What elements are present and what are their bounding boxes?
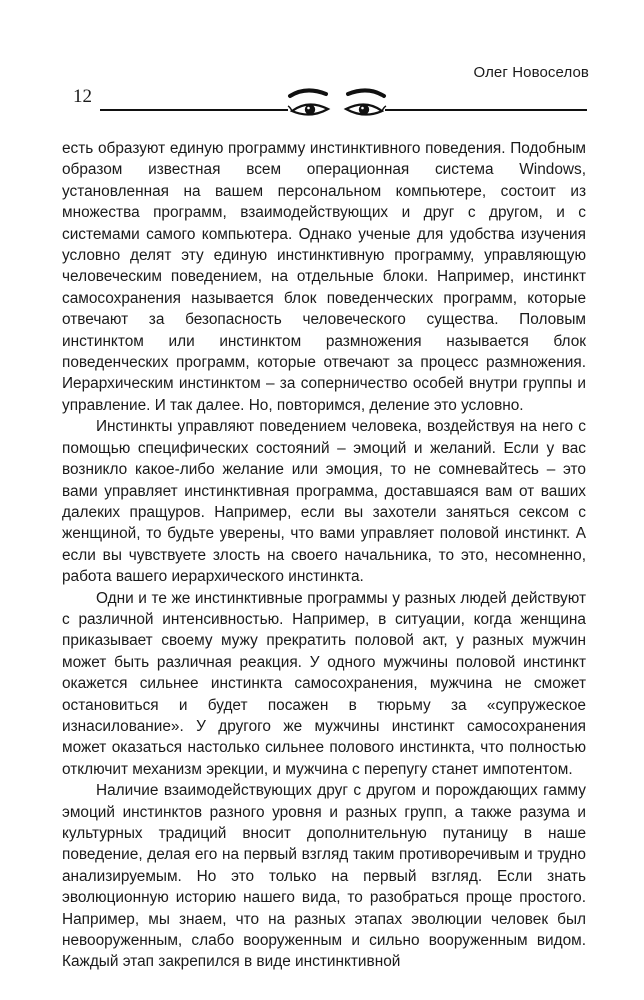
paragraph: Наличие взаимодействующих друг с другом и порождающих гамму эмоций инстинктов разного уровня и разных групп, а также разума и культурных традиций вносит дополнительную путаницу в наше поведение, делая его на первый взгляд таким противоречивым и трудно анализируемым. Но это только на первый взгляд. Если знать эволюционную историю нашего вида, то разобраться проще простого. Например, мы знаем, что на разных этапах эволюции человек был невооруженным, слабо вооруженным и сильно вооруженным видом. Каждый этап закрепился в виде инстинктивной (62, 782, 586, 971)
header-rule-right (385, 109, 587, 111)
eyes-ornament-icon (286, 86, 388, 128)
page-number: 12 (73, 86, 92, 107)
main-text (62, 138, 586, 973)
paragraph: есть образуют единую программу инстинктивного поведения. Подобным образом известная всем операционная система Windows, установленная на вашем персональном компьютере, состоит из множества программ, взаимодействующих и друг с другом, и с системами самого компьютера. Однако ученые для удобства изучения условно делят эту единую инстинктивную программу, управляющую человеческим поведением, на отдельные блоки. Например, инстинкт самосохранения называется блок поведенческих программ, которые отвечают за безопасность человеческого существа. Половым инстинктом или инстинктом размножения называется блок поведенческих программ, которые отвечают за процесс размножения. Иерархическим инстинктом – за соперничество особей внутри группы и управление. И так далее. Но, повторимся, деление это условно. (62, 140, 586, 414)
paragraph: Инстинкты управляют поведением человека, воздействуя на него с помощью специфических состояний – эмоций и желаний. Если у вас возникло какое-либо желание или эмоция, то не сомневайтесь – это вами управляет инстинктивная программа, доставшаяся вам от ваших далеких пращуров. Например, если вы захотели заняться сексом с женщиной, то будьте уверены, что вами управляет половой инстинкт. А если вы чувствуете злость на своего начальника, то это, несомненно, работа вашего иерархического инстинкта. (62, 418, 586, 586)
header-rule-left (100, 109, 288, 111)
running-title: Олег Новоселов (473, 64, 589, 81)
paragraph: Одни и те же инстинктивные программы у разных людей действуют с различной интенсивностью. Например, в ситуации, когда женщина приказывает своему мужу прекратить половой акт, у разных мужчин может быть различная реакция. У одного мужчины половой инстинкт окажется сильнее инстинкта самосохранения, мужчина не сможет остановиться и будет посажен в тюрьму за «супружеское изнасилование». У другого же мужчины инстинкт самосохранения может оказаться настолько сильнее полового инстинкта, что полностью отключит механизм эрекции, и мужчина с перепугу станет импотентом. (62, 589, 586, 778)
